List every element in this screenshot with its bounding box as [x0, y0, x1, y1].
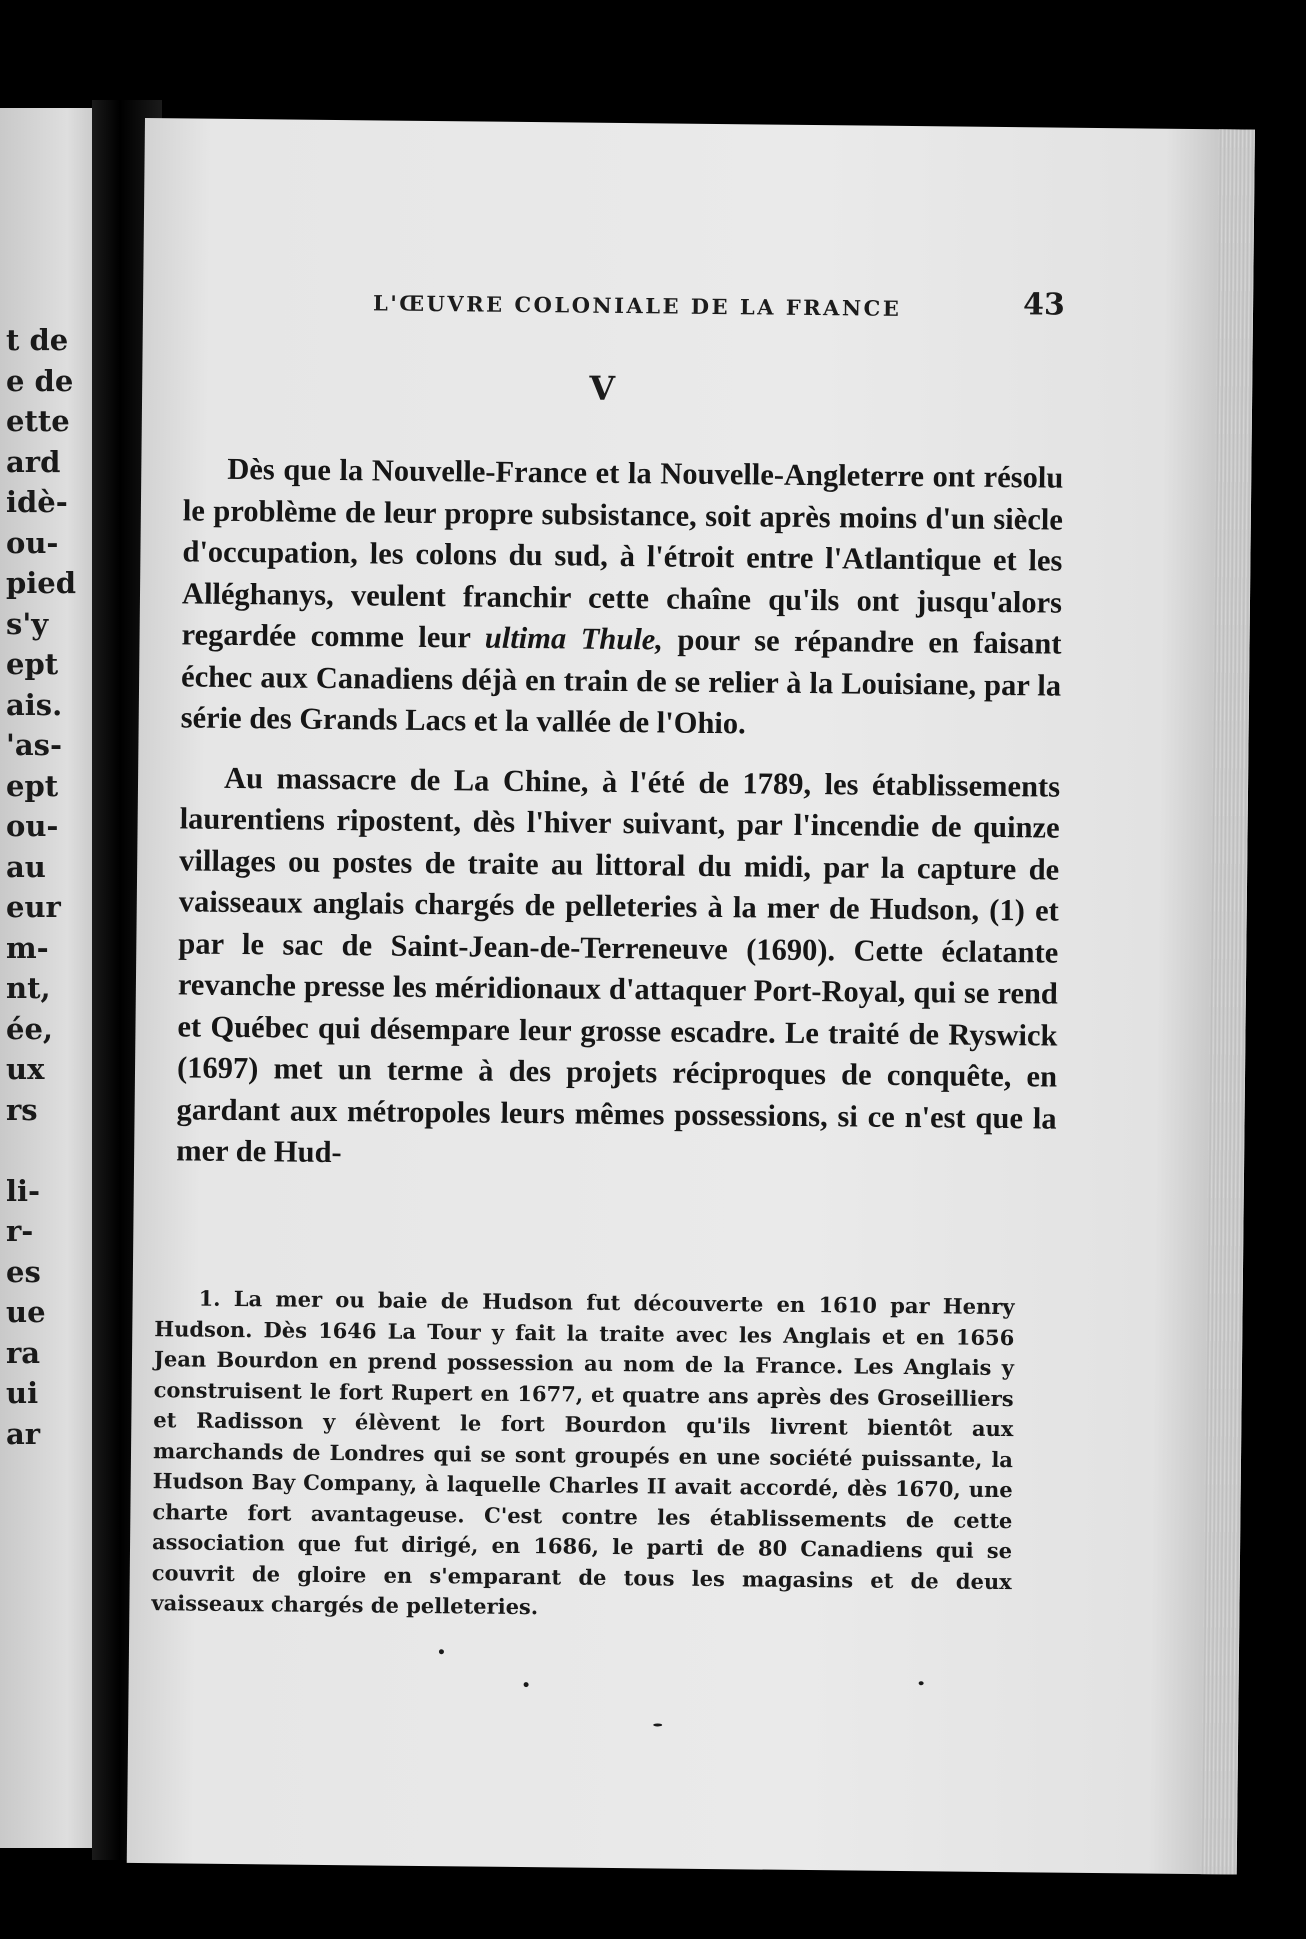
- fragment-line: ux: [6, 1052, 45, 1086]
- fragment-line: ais.: [6, 687, 63, 722]
- fragment-line: pied: [6, 566, 77, 600]
- fragment-line: eur: [6, 890, 61, 924]
- fragment-line: e de: [6, 363, 74, 398]
- fragment-line: rs: [6, 1092, 38, 1127]
- fragment-line: ée,: [6, 1011, 53, 1046]
- fragment-line: ui: [6, 1376, 39, 1410]
- ink-speck: [439, 1649, 444, 1654]
- page-edge: [1201, 129, 1255, 1874]
- fragment-line: [6, 1130, 76, 1171]
- fragment-line: ard: [6, 444, 61, 479]
- fragment-line: es: [6, 1254, 41, 1289]
- fragment-line: ept: [6, 647, 59, 681]
- fragment-line: t de: [6, 323, 69, 357]
- footnote-text: 1. La mer ou baie de Hudson fut découverte en 1610 par Henry Hudson. Dès 1646 La Tour y fait la traite avec les Anglais et en 1656 Jean Bourdon en prend possession au nom de la France. Les Anglais y construisent le fort Rupert en 1677, et quatre ans après des Groseilliers et Radisson y élèvent le fort Bourdon qu'ils livrent bientôt aux marchands de Londres qui se sont groupés en une société puissante, la Hudson Bay Company, à laquelle Charles II avait accordé, dès 1670, une charte fort avantageuse. C'est contre les établissements de cette association que fut dirigé, en 1686, le parti de 80 Canadiens qui se couvrit de gloire en s'emparant de tous les magasins et de deux vaisseaux chargés de pelleteries.: [151, 1285, 1015, 1620]
- ink-speck: [524, 1682, 529, 1687]
- fragment-line: ept: [6, 768, 59, 803]
- emphasis-text: ultima Thule,: [484, 620, 664, 657]
- paragraph-text: pour se répandre en faisant échec aux Canadiens déjà en train de se relier à la Louisiane, par la série des Grands Lacs et la vallée de l'Ohio.: [180, 622, 1062, 741]
- fragment-line: ue: [6, 1295, 46, 1329]
- fragment-line: au: [6, 849, 46, 884]
- body-text: [176, 448, 1064, 1199]
- book-page: [127, 118, 1255, 1875]
- paragraph-text: Dès que la Nouvelle-France et la Nouvelle-Angleterre ont résolu le problème de leur propre subsistance, soit après moins d'un siècle d'occupation, les colons du sud, à l'étroit entre l'Atlantique et les Alléghanys, veulent franchir cette chaîne qu'ils ont jusqu'alors regardée comme leur: [181, 451, 1064, 655]
- ink-speck: [919, 1681, 924, 1685]
- page-number: 43: [1022, 287, 1066, 323]
- fragment-line: ette: [6, 404, 70, 438]
- fragment-line: idè-: [6, 485, 68, 519]
- footnote: [151, 1283, 1014, 1627]
- fragment-line: ar: [6, 1416, 41, 1451]
- running-head: L'ŒUVRE COLONIALE DE LA FRANCE: [372, 290, 902, 321]
- fragment-line: ou-: [6, 809, 59, 843]
- chapter-heading: V: [589, 368, 616, 408]
- fragment-line: r-: [6, 1214, 34, 1248]
- fragment-line: li-: [6, 1173, 41, 1208]
- fragment-line: m-: [6, 930, 49, 965]
- fragment-line: s'y: [6, 606, 49, 641]
- fragment-line: 'as-: [6, 728, 63, 762]
- fragment-line: ou-: [6, 525, 59, 560]
- paragraph: Au massacre de La Chine, à l'été de 1789, les établissements laurentiens ripostent, dès l'hiver suivant, par l'incendie de quinze villages ou postes de traite au littoral du midi, par la capture de vaisseaux anglais chargés de pelleteries à la mer de Hudson, (1) et par le sac de Saint-Jean-de-Terreneuve (1690). Cette éclatante revanche presse les méridionaux d'attaquer Port-Royal, qui se rend et Québec qui désempare leur grosse escadre. Le traité de Ryswick (1697) met un terme à des projets réciproques de conquête, en gardant aux métropoles leurs mêmes possessions, si ce n'est que la mer de Hud-: [176, 760, 1061, 1170]
- fragment-line: ra: [6, 1335, 41, 1370]
- ink-speck: [653, 1723, 662, 1726]
- paragraph: [180, 448, 1063, 748]
- previous-page-text-fragments: [6, 320, 76, 1454]
- fragment-line: nt,: [6, 971, 51, 1005]
